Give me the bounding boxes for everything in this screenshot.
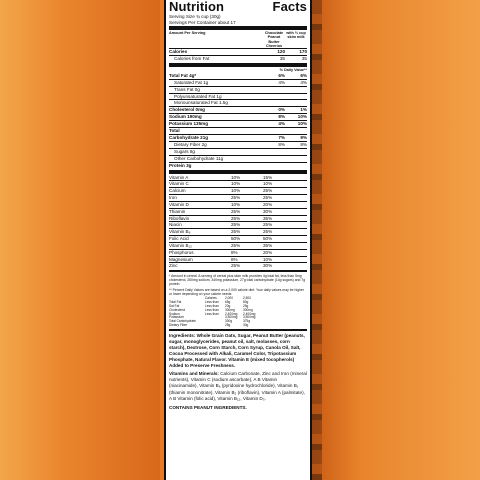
dv-2500: 2,500 — [243, 296, 251, 301]
dv-key: Total Carbohydrate — [169, 319, 196, 324]
vitamin-label: Vitamin D — [169, 201, 189, 207]
dv-2500: 375g — [243, 319, 251, 324]
box-side-left — [0, 0, 160, 480]
nutrient-dv2: 4% — [300, 79, 307, 85]
calories-row — [169, 48, 307, 55]
vitamin-label: Vitamin B₆ — [169, 229, 191, 235]
dv-qualifier: Less than — [205, 300, 219, 305]
vitamin-label: Vitamin C — [169, 181, 189, 187]
nutrient-dv2: 10% — [297, 114, 307, 120]
calories-v1: 120 — [277, 49, 285, 54]
calories-fat-v2: 35 — [301, 55, 307, 61]
col1-header: Chocolate Peanut Butter Cheerios — [264, 31, 284, 48]
vitamin-row — [169, 208, 307, 215]
nutrient-dv1: 7% — [278, 134, 285, 140]
vitamin-row — [169, 201, 307, 208]
vitamin-row — [169, 235, 307, 242]
calories-fat-v1: 35 — [279, 55, 285, 61]
vitamin-label: Riboflavin — [169, 215, 190, 221]
vitamins-minerals-text: Calcium Carbonate, Zinc and Iron (mineral nutrients), Vitamin C (sodium ascorbate), A B Vitamin (niacinamide), Vitamin B₆ (pyridoxine hydrochloride), Vitamin B₁ (thiamin mononitrate), Vitamin B₂ (riboflavin), Vitamin A (palmitate), A B Vitamin (folic acid), Vitamin B₁₂, Vitamin D₃. — [169, 371, 307, 401]
vitamins-minerals — [169, 371, 307, 401]
vitamin-dv1: 10% — [231, 174, 241, 180]
nutrient-dv1: 8% — [278, 114, 285, 120]
dv-qualifier — [205, 324, 225, 328]
vitamin-dv1: 25% — [231, 263, 241, 269]
vitamin-dv1: 25% — [231, 195, 241, 201]
vitamin-dv2: 15% — [263, 174, 273, 180]
vitamin-label: Thiamin — [169, 208, 186, 214]
ingredients — [169, 333, 307, 370]
vitamin-dv1: 10% — [231, 181, 241, 187]
dv-2000: 300mg — [225, 307, 235, 312]
nutrient-dv1: 8% — [278, 141, 285, 147]
vitamin-dv1: 8% — [231, 249, 238, 255]
thick-divider — [169, 170, 307, 174]
vitamin-row — [169, 249, 307, 256]
vitamin-row — [169, 175, 307, 181]
dv-qualifier: Less than — [205, 303, 219, 308]
vitamin-dv2: 20% — [263, 201, 273, 207]
vitamin-row — [169, 194, 307, 201]
vitamin-dv1: 10% — [231, 188, 241, 194]
vitamin-row — [169, 228, 307, 235]
vitamin-dv1: 10% — [231, 201, 241, 207]
vitamin-dv2: 25% — [263, 195, 273, 201]
dv-2500: 80g — [243, 300, 249, 305]
vitamin-dv1: 25% — [231, 222, 241, 228]
nutrient-row — [169, 99, 307, 106]
vitamin-dv2: 20% — [263, 249, 273, 255]
dv-key: Potassium — [169, 315, 184, 320]
vitamins-minerals-heading: Vitamins and Minerals: — [169, 371, 219, 377]
nutrient-label: Other Carbohydrate 11g — [174, 155, 224, 161]
vitamin-dv1: 50% — [231, 236, 241, 242]
dv-2000: 300g — [225, 319, 233, 324]
vitamin-row — [169, 215, 307, 222]
vitamin-label: Magnesium — [169, 256, 193, 262]
daily-value-header: % Daily Value** — [279, 67, 307, 72]
nutrient-list — [169, 73, 307, 169]
allergen-statement: CONTAINS PEANUT INGREDIENTS. — [169, 404, 247, 410]
calories-v2: 170 — [299, 49, 307, 54]
nutrient-row — [169, 113, 307, 120]
nutrient-label: Monounsaturated Fat 1.5g — [174, 100, 228, 106]
vitamin-dv1: 25% — [231, 229, 241, 235]
ingredients-heading: Ingredients: — [169, 332, 196, 338]
nutrient-dv2: 8% — [300, 141, 307, 147]
footnote-2: ** Percent Daily Values are based on a 2,000 calorie diet. Your daily values may be higher or lower depending on your calorie needs: — [169, 288, 304, 297]
vitamin-label: Vitamin B₁₂ — [169, 242, 192, 248]
nutrient-row — [169, 155, 307, 162]
title-right: Facts — [272, 0, 307, 14]
vitamin-label: Folic Acid — [169, 236, 189, 242]
calories-label: Calories — [169, 49, 188, 54]
vitamin-row — [169, 180, 307, 187]
vitamin-dv2: 30% — [263, 263, 273, 269]
nutrient-dv2: 6% — [300, 72, 307, 78]
dv-2000: 20g — [225, 303, 231, 308]
nutrient-dv1: 4% — [278, 79, 285, 85]
vitamin-label: Iron — [169, 195, 177, 201]
dv-2500: 300mg — [243, 307, 253, 312]
dv-qualifier: Less than — [205, 307, 219, 312]
dv-2500: 3,500mg — [243, 315, 256, 320]
nutrient-dv2: 10% — [297, 121, 307, 127]
dv-2000: 65g — [225, 300, 231, 305]
nutrient-row — [169, 86, 307, 93]
vitamin-list — [169, 175, 307, 270]
dv-2500: 30g — [243, 322, 249, 327]
dv-qualifier: Calories — [205, 296, 217, 301]
dv-2000: 2,000 — [225, 296, 233, 301]
dv-2500: 25g — [243, 303, 249, 308]
nutrient-label: Protein 3g — [169, 162, 192, 168]
divider — [169, 270, 307, 272]
dv-table-row — [169, 324, 307, 328]
divider — [169, 329, 307, 331]
vitamin-label: Phosphorus — [169, 249, 194, 255]
nutrient-row — [169, 148, 307, 155]
nutrient-dv1: 0% — [278, 107, 285, 113]
vitamin-label: Vitamin A — [169, 174, 189, 180]
dv-key: Sat Fat — [169, 303, 180, 308]
nutrient-row — [169, 134, 307, 141]
col2-header: with ½ cup skim milk — [286, 31, 306, 40]
nutrient-row — [169, 141, 307, 148]
servings-per-container: Servings Per Container about 17 — [169, 19, 236, 25]
nutrient-label: Dietary Fiber 2g — [174, 141, 207, 147]
nutrient-row — [169, 162, 307, 169]
nutrient-label: Total — [169, 128, 180, 134]
nutrient-row — [169, 93, 307, 100]
nutrient-label: Cholesterol 0mg — [169, 107, 205, 113]
vitamin-row — [169, 242, 307, 249]
thick-divider — [169, 63, 307, 67]
calories-fat-row — [169, 55, 307, 62]
vitamin-label: Calcium — [169, 188, 186, 194]
nutrient-label: Potassium 135mg — [169, 121, 209, 127]
nutrition-facts-title — [169, 0, 307, 14]
dv-key: Sodium — [169, 311, 180, 316]
nutrition-facts-panel — [164, 0, 312, 480]
dv-key: Total Fat — [169, 300, 182, 305]
vitamin-row — [169, 187, 307, 194]
nutrient-row — [169, 79, 307, 86]
daily-value-table — [169, 297, 307, 327]
vitamin-dv2: 25% — [263, 229, 273, 235]
nutrient-label: Sodium 190mg — [169, 114, 202, 120]
nutrient-dv1: 6% — [278, 72, 285, 78]
nutrient-row — [169, 73, 307, 79]
vitamin-row — [169, 221, 307, 228]
column-header — [169, 31, 307, 48]
dv-2000: 2,400mg — [225, 311, 238, 316]
vitamin-label: Zinc — [169, 263, 178, 269]
vitamin-dv2: 35% — [263, 215, 273, 221]
vitamin-dv1: 8% — [231, 256, 238, 262]
title-left: Nutrition — [169, 0, 225, 14]
nutrient-label: Trans Fat 0g — [174, 86, 200, 92]
vitamin-dv2: 35% — [263, 242, 273, 248]
vitamin-row — [169, 262, 307, 269]
vitamin-label: Niacin — [169, 222, 182, 228]
nutrient-label: Carbohydrate 21g — [169, 134, 209, 140]
thick-divider — [169, 26, 307, 30]
nutrient-row — [169, 127, 307, 134]
nutrient-label: Sugars 8g — [174, 148, 195, 154]
dv-key: Cholesterol — [169, 307, 186, 312]
serving-size: Serving Size ¾ cup (30g) — [169, 14, 221, 19]
nutrient-dv1: 4% — [278, 121, 285, 127]
dv-2000: 3,500mg — [225, 315, 238, 320]
dv-2000: 25g — [225, 322, 231, 327]
vitamin-dv2: 10% — [263, 256, 273, 262]
vitamin-dv2: 30% — [263, 208, 273, 214]
nutrient-dv2: 1% — [300, 107, 307, 113]
nutrient-dv2: 9% — [300, 134, 307, 140]
dv-qualifier: Less than — [205, 311, 219, 316]
box-side-right — [312, 0, 480, 480]
vitamin-row — [169, 256, 307, 263]
vitamin-dv2: 50% — [263, 236, 273, 242]
vitamin-dv2: 25% — [263, 222, 273, 228]
amount-per-serving: Amount Per Serving — [169, 31, 206, 36]
vitamin-dv1: 25% — [231, 208, 241, 214]
vitamin-dv1: 25% — [231, 215, 241, 221]
vitamin-dv1: 25% — [231, 242, 241, 248]
nutrient-row — [169, 106, 307, 113]
ingredients-text: Whole Grain Oats, Sugar, Peanut Butter (peanuts, sugar, monoglycerides, peanut oil, salt, molasses, corn starch), Dextrose, Corn Starch, Corn Syrup, Canola Oil, Salt, Cocoa Processed with Alkali, Caramel Color, Tripotassium Phosphate, Natural Flavor. Vitamin E (mixed tocopherols) Added to Preserve Freshness. — [169, 332, 305, 369]
dv-key: Dietary Fiber — [169, 322, 188, 327]
footnote-1: * Amount in cereal. A serving of cereal plus skim milk provides 4g total fat, less than 5mg cholesterol, 260mg sodium, 340mg potassium, 27g total carbohydrate (14g sugars) and 7g protein. — [169, 274, 306, 287]
nutrient-row — [169, 120, 307, 127]
dv-2500: 2,400mg — [243, 311, 256, 316]
vitamin-dv2: 25% — [263, 188, 273, 194]
vitamin-dv2: 10% — [263, 181, 273, 187]
nutrient-label: Polyunsaturated Fat 1g — [174, 93, 222, 99]
nutrient-label: Total Fat 4g* — [169, 72, 197, 78]
calories-fat-label: Calories from Fat — [174, 55, 210, 61]
nutrient-label: Saturated Fat 1g — [174, 79, 209, 85]
